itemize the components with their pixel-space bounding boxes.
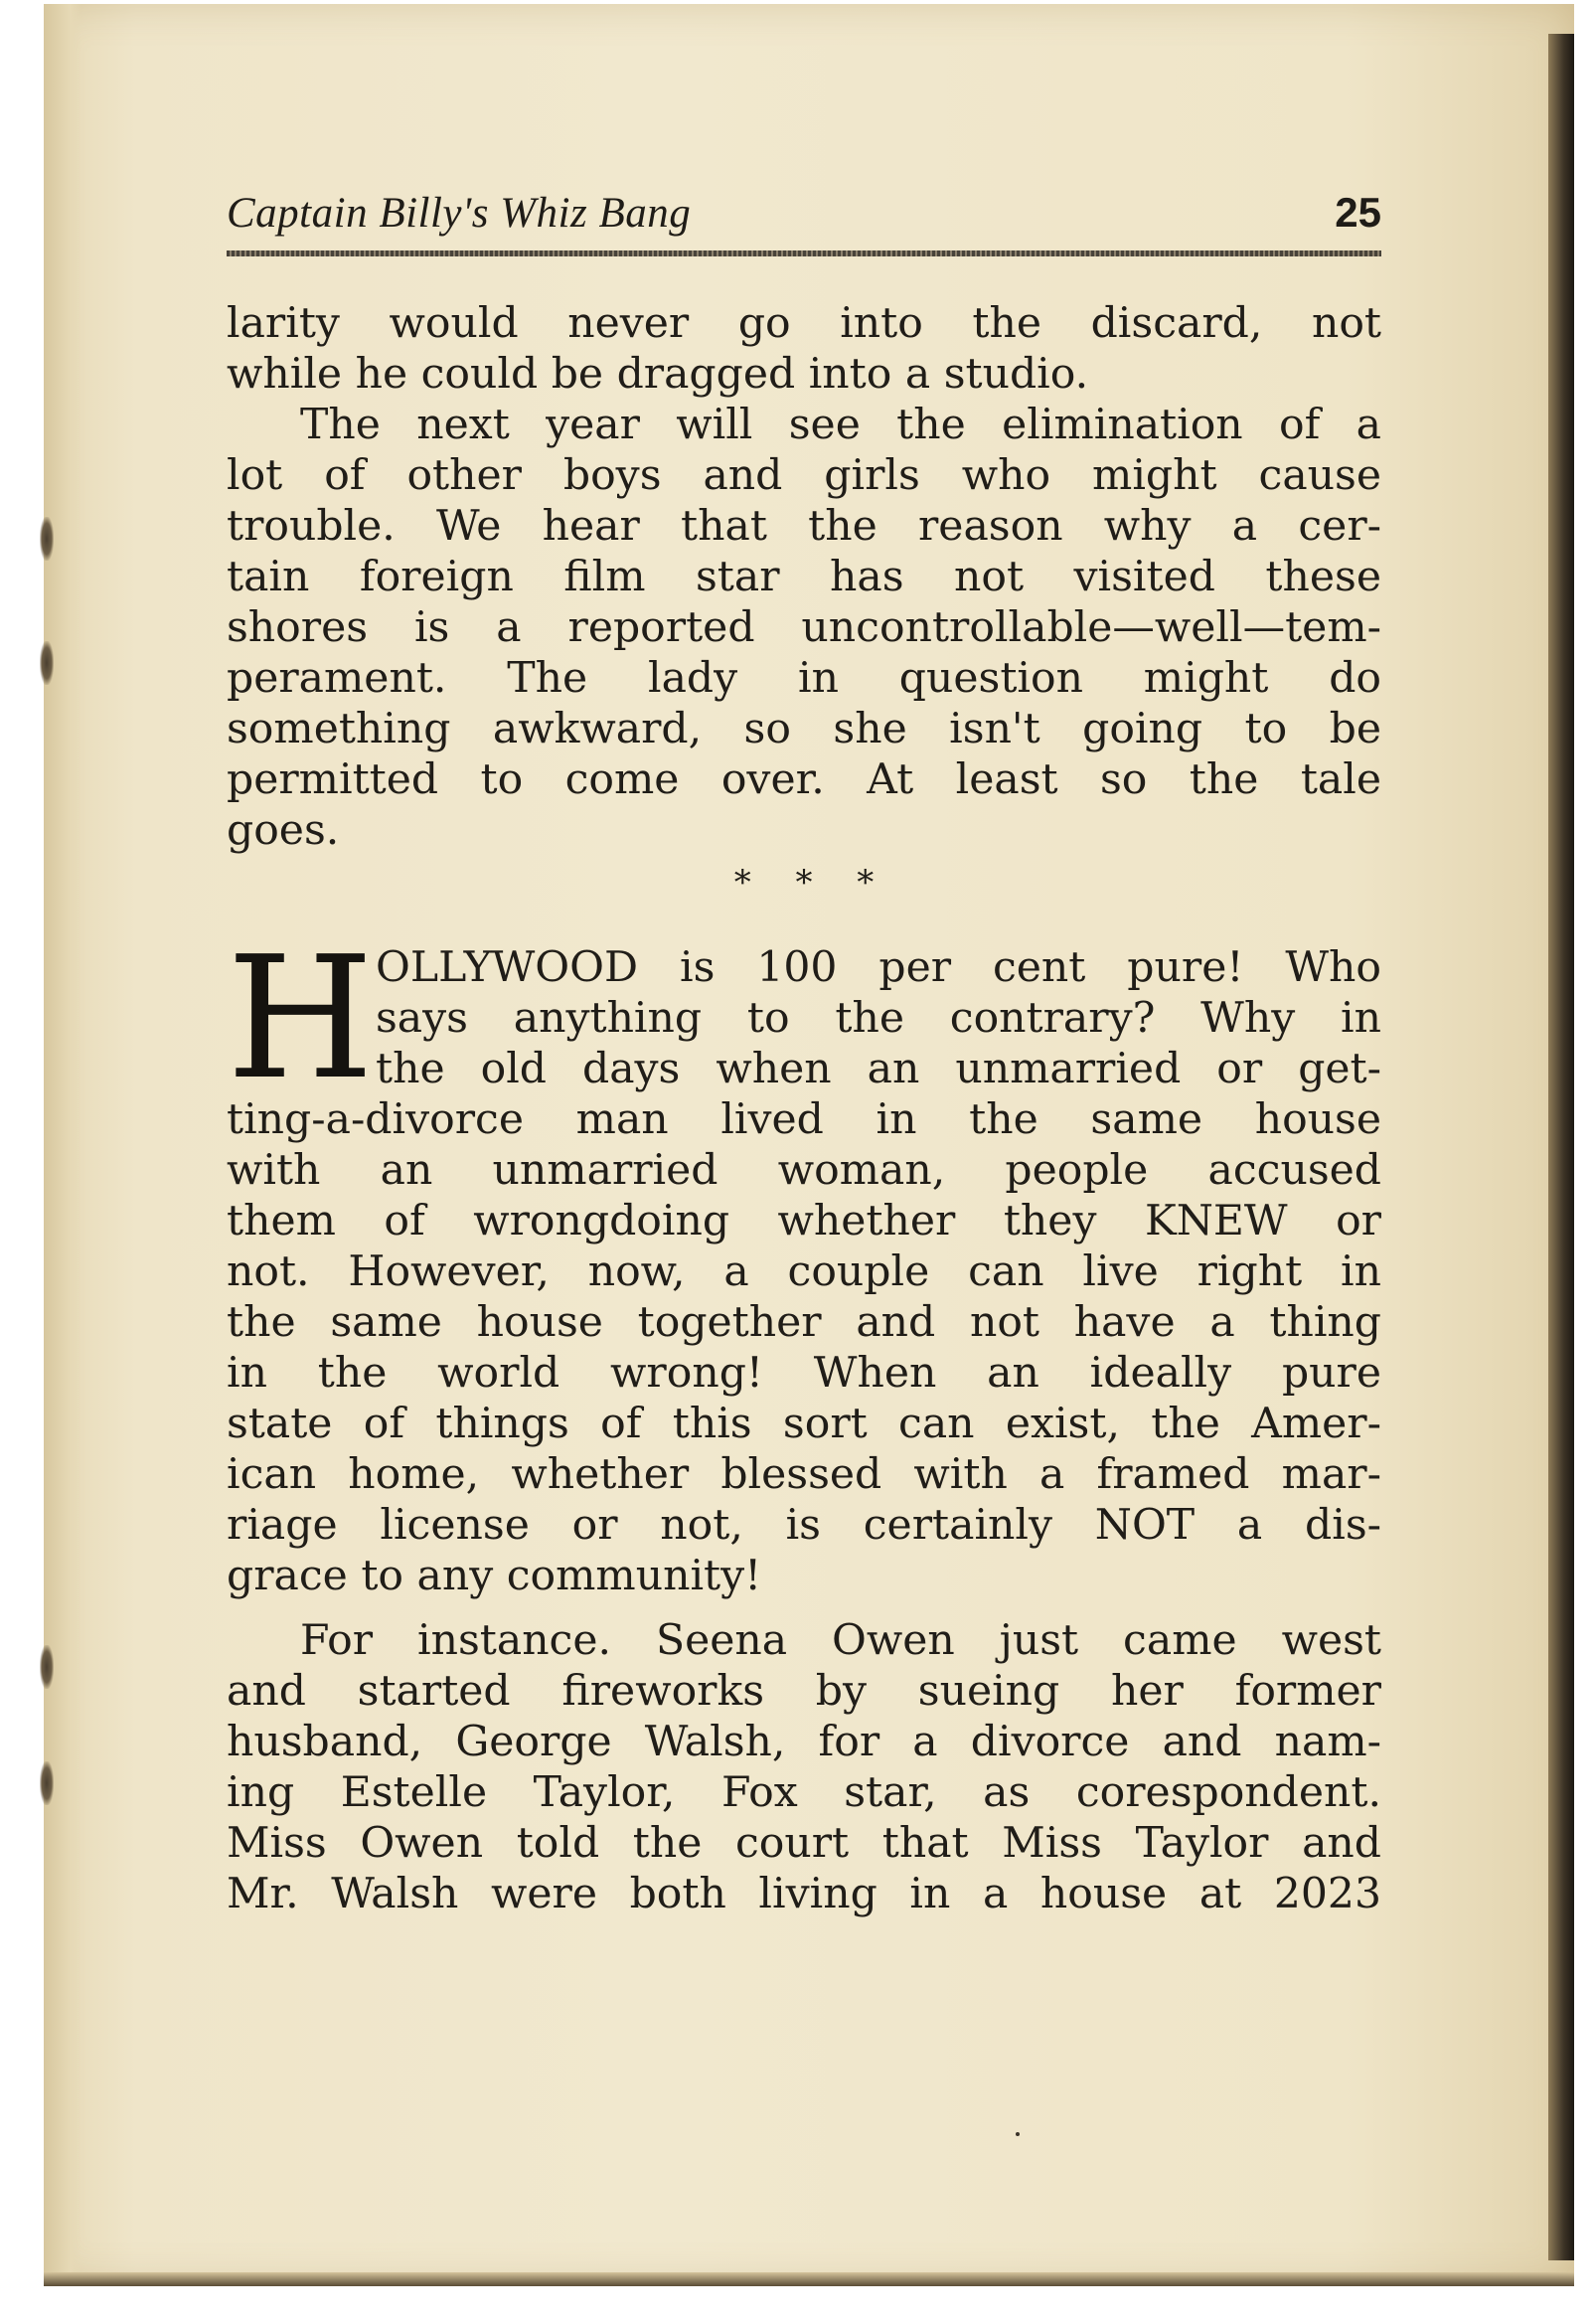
text-line: while he could be dragged into a studio. — [227, 350, 1089, 399]
staple-mark — [40, 641, 54, 685]
text-line: shores is a reported uncontrollable—well—tem- — [227, 603, 1381, 652]
staple-mark — [40, 1761, 54, 1805]
paper-speck — [1016, 2132, 1020, 2136]
text-line: and started fireworks by sueing her former — [227, 1667, 1381, 1716]
section-separator: * * * — [733, 863, 875, 903]
text-line: state of things of this sort can exist, the Amer- — [227, 1400, 1381, 1448]
paragraph-group-three — [227, 1615, 1381, 1919]
text-line: perament. The lady in question might do — [227, 654, 1381, 703]
text-line: ting-a-divorce man lived in the same house — [227, 1095, 1381, 1144]
text-line: says anything to the contrary? Why in — [376, 994, 1381, 1043]
header-rule — [227, 250, 1381, 256]
text-line: lot of other boys and girls who might cause — [227, 451, 1381, 500]
page-number: 25 — [1335, 189, 1381, 236]
text-line: the same house together and not have a thing — [227, 1298, 1381, 1347]
paragraph-group-two — [227, 920, 1381, 1601]
text-line: tain foreign film star has not visited these — [227, 553, 1381, 601]
text-line: Mr. Walsh were both living in a house at 2023 — [227, 1870, 1381, 1918]
text-line: OLLYWOOD is 100 per cent pure! Who — [376, 943, 1381, 992]
running-header — [227, 189, 1381, 249]
text-line: goes. — [227, 806, 340, 855]
text-line: permitted to come over. At least so the tale — [227, 755, 1381, 804]
drop-cap: H — [227, 920, 375, 1117]
text-line: grace to any community! — [227, 1552, 762, 1600]
text-line: not. However, now, a couple can live right in — [227, 1247, 1381, 1296]
text-line: something awkward, so she isn't going to be — [227, 705, 1381, 753]
binding-gutter — [44, 4, 81, 2284]
text-line: ing Estelle Taylor, Fox star, as corespondent. — [227, 1768, 1381, 1817]
text-line: husband, George Walsh, for a divorce and nam- — [227, 1718, 1381, 1766]
page-edge-shadow — [1548, 34, 1574, 2260]
page-bottom-shadow — [44, 2272, 1574, 2286]
staple-mark — [40, 517, 54, 561]
text-line: the old days when an unmarried or get- — [376, 1045, 1381, 1093]
text-line: larity would never go into the discard, not — [227, 299, 1381, 348]
text-line: in the world wrong! When an ideally pure — [227, 1349, 1381, 1398]
running-title: Captain Billy's Whiz Bang — [227, 190, 692, 237]
text-line: them of wrongdoing whether they KNEW or — [227, 1197, 1381, 1245]
text-line: The next year will see the elimination of a — [300, 401, 1381, 449]
text-line: Miss Owen told the court that Miss Taylor and — [227, 1819, 1381, 1868]
text-line: ican home, whether blessed with a framed mar- — [227, 1450, 1381, 1499]
text-line: For instance. Seena Owen just came west — [300, 1616, 1381, 1665]
staple-mark — [40, 1645, 54, 1689]
text-line: trouble. We hear that the reason why a cer- — [227, 502, 1381, 551]
text-line: with an unmarried woman, people accused — [227, 1146, 1381, 1195]
text-line: riage license or not, is certainly NOT a dis- — [227, 1501, 1381, 1550]
paragraph-group-one — [227, 298, 1381, 856]
